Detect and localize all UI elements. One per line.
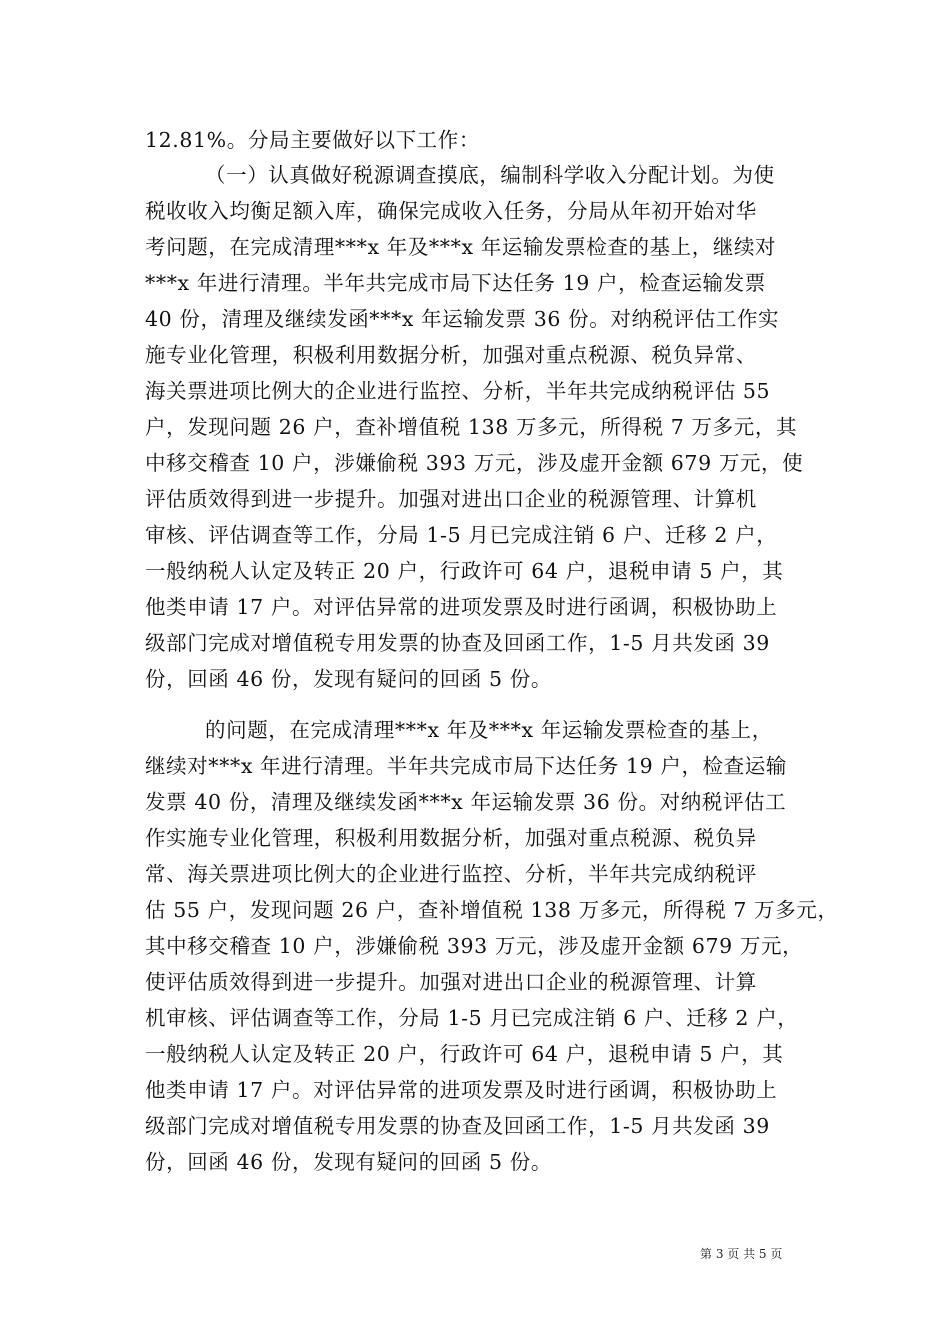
text-line: 作实施专业化管理，积极利用数据分析，加强对重点税源、税负异 bbox=[145, 826, 757, 850]
text-line: 考问题，在完成清理***x 年及***x 年运输发票检查的基上，继续对 bbox=[145, 235, 777, 259]
text-line: 中移交稽查 10 户，涉嫌偷税 393 万元，涉及虚开金额 679 万元，使 bbox=[145, 451, 804, 475]
text-line: 份，回函 46 份，发现有疑问的回函 5 份。 bbox=[145, 667, 552, 691]
text-line: 机审核、评估调查等工作，分局 1-5 月已完成注销 6 户、迁移 2 户， bbox=[145, 1006, 799, 1030]
text-line: 一般纳税人认定及转正 20 户，行政许可 64 户，退税申请 5 户，其 bbox=[145, 559, 784, 583]
text-line: 一般纳税人认定及转正 20 户，行政许可 64 户，退税申请 5 户，其 bbox=[145, 1042, 784, 1066]
text-line: ***x 年进行清理。半年共完成市局下达任务 19 户，检查运输发票 bbox=[145, 271, 766, 295]
text-line: 税收收入均衡足额入库，确保完成收入任务，分局从年初开始对华 bbox=[145, 199, 757, 223]
text-line: 他类申请 17 户。对评估异常的进项发票及时进行函调，积极协助上 bbox=[145, 595, 778, 619]
text-line: 级部门完成对增值税专用发票的协查及回函工作，1-5 月共发函 39 bbox=[145, 631, 770, 655]
text-line: （一）认真做好税源调查摸底，编制科学收入分配计划。为使 bbox=[205, 163, 775, 187]
text-line: 海关票进项比例大的企业进行监控、分析，半年共完成纳税评估 55 bbox=[145, 379, 771, 403]
text-line: 户，发现问题 26 户，查补增值税 138 万多元，所得税 7 万多元，其 bbox=[145, 415, 798, 439]
text-line: 12.81%。分局主要做好以下工作： bbox=[145, 128, 480, 152]
text-line: 他类申请 17 户。对评估异常的进项发票及时进行函调，积极协助上 bbox=[145, 1078, 778, 1102]
text-line: 40 份，清理及继续发函***x 年运输发票 36 份。对纳税评估工作实 bbox=[145, 307, 780, 331]
text-line: 使评估质效得到进一步提升。加强对进出口企业的税源管理、计算 bbox=[145, 970, 757, 994]
text-line: 份，回函 46 份，发现有疑问的回函 5 份。 bbox=[145, 1150, 552, 1174]
text-line: 级部门完成对增值税专用发票的协查及回函工作，1-5 月共发函 39 bbox=[145, 1114, 770, 1138]
text-line: 审核、评估调查等工作，分局 1-5 月已完成注销 6 户、迁移 2 户， bbox=[145, 523, 778, 547]
text-line: 发票 40 份，清理及继续发函***x 年运输发票 36 份。对纳税评估工 bbox=[145, 790, 787, 814]
text-line: 的问题，在完成清理***x 年及***x 年运输发票检查的基上， bbox=[205, 718, 773, 742]
text-line: 常、海关票进项比例大的企业进行监控、分析，半年共完成纳税评 bbox=[145, 862, 757, 886]
text-line: 评估质效得到进一步提升。加强对进出口企业的税源管理、计算机 bbox=[145, 487, 757, 511]
text-line: 施专业化管理，积极利用数据分析，加强对重点税源、税负异常、 bbox=[145, 343, 757, 367]
text-line: 其中移交稽查 10 户，涉嫌偷税 393 万元，涉及虚开金额 679 万元， bbox=[145, 934, 804, 958]
page-number: 第 3 页 共 5 页 bbox=[700, 1247, 783, 1261]
text-line: 估 55 户，发现问题 26 户，查补增值税 138 万多元，所得税 7 万多元， bbox=[145, 898, 839, 922]
text-line: 继续对***x 年进行清理。半年共完成市局下达任务 19 户，检查运输 bbox=[145, 754, 787, 778]
